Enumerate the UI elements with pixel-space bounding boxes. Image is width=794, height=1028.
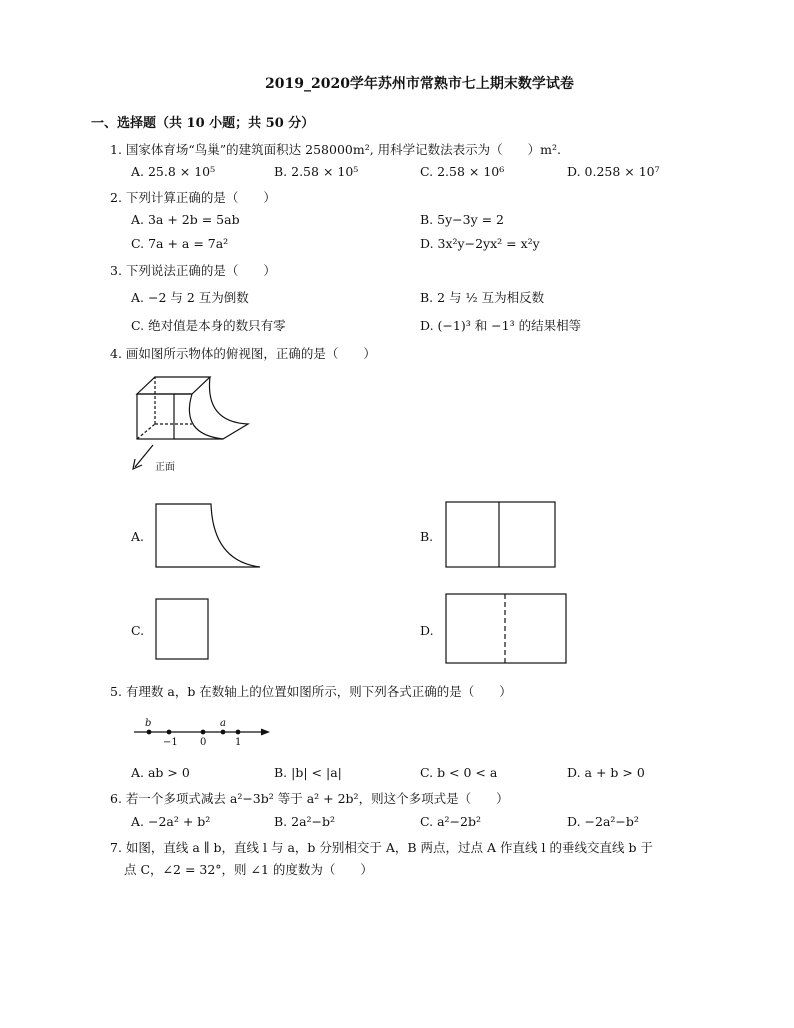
label-one: 1	[235, 737, 242, 748]
q4-option-b-label: B.	[420, 529, 434, 544]
q1-stem: 1. 国家体育场“鸟巢”的建筑面积达 258000m², 用科学记数法表示为（ ）m².	[110, 142, 562, 157]
axis-arrow-icon	[261, 729, 270, 736]
q1-option-a: A. 25.8 × 10⁵	[131, 164, 216, 179]
top-face-edge	[137, 377, 210, 394]
q4-option-c-label: C.	[131, 623, 145, 638]
q6-option-a: A. −2a² + b²	[131, 814, 211, 829]
front-arrow-shaft	[135, 445, 153, 467]
q2-option-c: C. 7a + a = 7a²	[131, 236, 229, 251]
q4-option-b-figure	[445, 501, 557, 569]
q5-option-d: D. a + b > 0	[567, 765, 645, 780]
solid-figure	[125, 372, 260, 477]
q5-option-b: B. |b| < |a|	[274, 765, 342, 780]
q3-stem: 3. 下列说法正确的是（ ）	[110, 263, 276, 278]
q5-stem: 5. 有理数 a，b 在数轴上的位置如图所示，则下列各式正确的是（ ）	[110, 684, 512, 699]
tick-one	[236, 730, 241, 735]
q3-option-a: A. −2 与 2 互为倒数	[131, 290, 249, 305]
section-heading: 一、选择题（共 10 小题；共 50 分）	[91, 116, 315, 131]
q4-option-d-label: D.	[420, 623, 434, 638]
q3-option-b: B. 2 与 ½ 互为相反数	[420, 290, 545, 305]
q3-option-c: C. 绝对值是本身的数只有零	[131, 318, 286, 333]
q2-option-d: D. 3x²y−2yx² = x²y	[420, 236, 540, 251]
q5-option-a: A. ab > 0	[131, 765, 190, 780]
label-b: b	[145, 718, 152, 729]
label-neg1: −1	[163, 737, 178, 748]
q6-option-d: D. −2a²−b²	[567, 814, 639, 829]
q1-option-c: C. 2.58 × 10⁶	[420, 164, 505, 179]
number-line	[132, 714, 277, 748]
q7-stem-line1: 7. 如图，直线 a ∥ b，直线 l 与 a，b 分别相交于 A，B 两点，过点 A 作直线 l 的垂线交直线 b 于	[110, 840, 653, 855]
page-title: 2019_2020学年苏州市常熟市七上期末数学试卷	[265, 76, 574, 92]
tick-neg1	[167, 730, 172, 735]
q4-option-a-figure	[155, 503, 265, 569]
q2-option-b: B. 5y−3y = 2	[420, 212, 505, 227]
tick-zero	[201, 730, 206, 735]
q4-option-c-figure	[155, 598, 210, 661]
q2-option-a: A. 3a + 2b = 5ab	[131, 212, 240, 227]
q4-stem: 4. 画如图所示物体的俯视图，正确的是（ ）	[110, 346, 376, 361]
point-b	[147, 730, 152, 735]
label-zero: 0	[200, 737, 207, 748]
front-label: 正面	[155, 462, 175, 473]
q6-option-b: B. 2a²−b²	[274, 814, 336, 829]
q4-option-d-figure	[445, 593, 568, 665]
curved-surface	[189, 377, 248, 439]
q5-option-c: C. b < 0 < a	[420, 765, 498, 780]
q6-stem: 6. 若一个多项式减去 a²−3b² 等于 a² + 2b²，则这个多项式是（ ）	[110, 791, 509, 806]
point-a	[221, 730, 226, 735]
q3-option-d: D. (−1)³ 和 −1³ 的结果相等	[420, 318, 582, 333]
q7-stem-line2: 点 C，∠2 = 32°，则 ∠1 的度数为（ ）	[124, 862, 373, 877]
q1-option-d: D. 0.258 × 10⁷	[567, 164, 660, 179]
q6-option-c: C. a²−2b²	[420, 814, 481, 829]
label-a: a	[220, 718, 226, 729]
q4-option-a-label: A.	[131, 529, 145, 544]
q1-option-b: B. 2.58 × 10⁵	[274, 164, 359, 179]
q2-stem: 2. 下列计算正确的是（ ）	[110, 190, 276, 205]
